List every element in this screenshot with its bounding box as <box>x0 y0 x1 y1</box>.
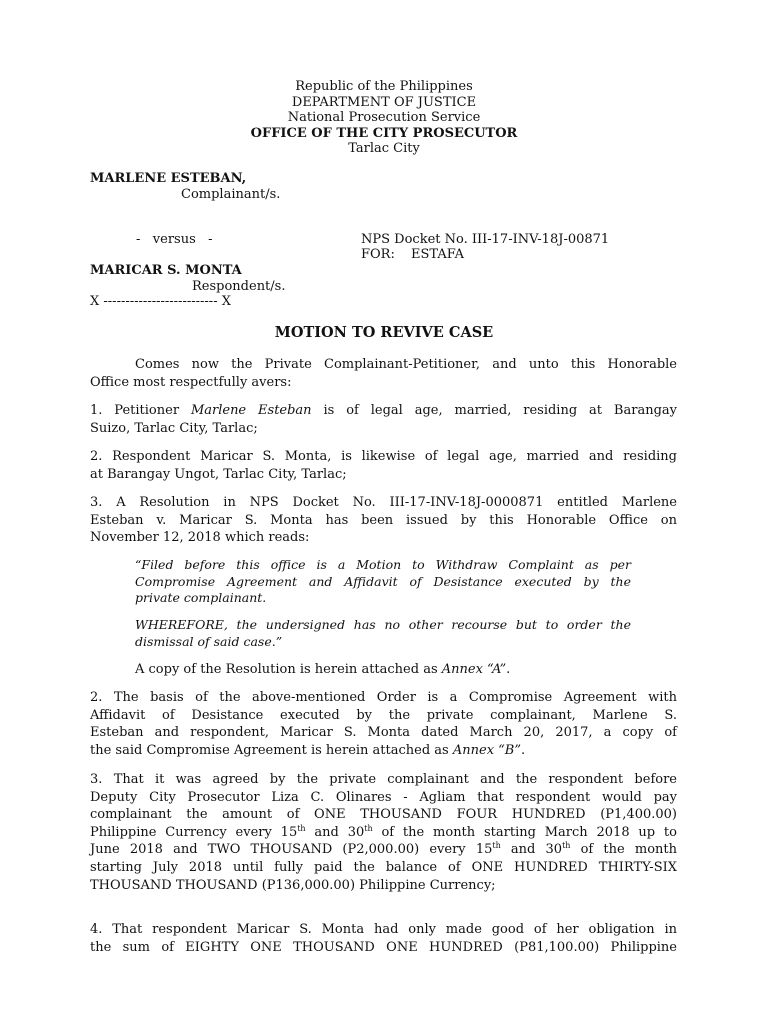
versus-label: - versus - <box>136 232 213 247</box>
text-line: Philippine Currency every 15th and 30th of the month starting March 2018 up to <box>90 823 677 840</box>
respondent-name: MARICAR S. MONTA <box>90 263 242 278</box>
docket-number: NPS Docket No. III-17-INV-18J-00871 <box>361 232 610 247</box>
resolution-quote-1 <box>135 557 631 607</box>
text-line: complainant the amount of ONE THOUSAND FOUR HUNDRED (P1,400.00) <box>90 807 677 823</box>
paragraph-petitioner <box>90 402 677 437</box>
text-line: WHEREFORE, the undersigned has no other recourse but to order the <box>135 617 631 632</box>
text-line: the sum of EIGHTY ONE THOUSAND ONE HUNDRED (P81,100.00) Philippine <box>90 939 677 955</box>
text-line: Office most respectfully avers: <box>90 374 292 390</box>
petitioner-name: Marlene Esteban <box>190 403 312 418</box>
header-city: Tarlac City <box>348 141 420 156</box>
text-line: 4. That respondent Maricar S. Monta had only made good of her obligation in <box>90 922 677 937</box>
case-for-label: FOR: <box>361 247 395 262</box>
text-line: starting July 2018 until fully paid the balance of ONE HUNDRED THIRTY-SIX <box>90 859 677 875</box>
text-line: Affidavit of Desistance executed by the private complainant, Marlene S. <box>90 707 677 723</box>
text-line: November 12, 2018 which reads: <box>90 530 310 546</box>
paragraph-resolution <box>90 494 677 547</box>
text-line: Esteban v. Maricar S. Monta has been issued by this Honorable Office on <box>90 512 677 528</box>
annex-b-label: Annex “B” <box>452 742 522 758</box>
case-offense: ESTAFA <box>411 247 465 262</box>
respondent-role: Respondent/s. <box>192 279 286 294</box>
text-line: dismissal of said case.” <box>135 633 283 649</box>
paragraph-agreement <box>90 771 677 894</box>
document-title: MOTION TO REVIVE CASE <box>274 324 494 341</box>
text-line: Suizo, Tarlac City, Tarlac; <box>90 420 258 436</box>
resolution-quote-2 <box>135 617 631 650</box>
annex-a-line: A copy of the Resolution is herein attached as Annex “A”. <box>135 662 511 677</box>
document-header <box>0 79 768 157</box>
text-line: at Barangay Ungot, Tarlac City, Tarlac; <box>90 466 347 482</box>
text-line: June 2018 and TWO THOUSAND (P2,000.00) every 15th and 30th of the month <box>90 841 677 858</box>
text-line: 2. The basis of the above-mentioned Order is a Compromise Agreement with <box>90 690 677 705</box>
text-line: private complainant. <box>135 590 267 605</box>
complainant-name: MARLENE ESTEBAN, <box>90 171 247 186</box>
header-department: DEPARTMENT OF JUSTICE <box>291 94 477 110</box>
text-line: Esteban and respondent, Maricar S. Monta dated March 20, 2017, a copy of <box>90 725 677 741</box>
text-line: THOUSAND THOUSAND (P136,000.00) Philippine Currency; <box>90 877 496 893</box>
text-line: “Filed before this office is a Motion to Withdraw Complaint as per <box>135 557 631 572</box>
text-line: 3. A Resolution in NPS Docket No. III-17-INV-18J-0000871 entitled Marlene <box>90 495 677 510</box>
header-service: National Prosecution Service <box>287 110 481 125</box>
text-line: 1. Petitioner Marlene Esteban is of legal age, married, residing at Barangay <box>90 403 677 418</box>
paragraph-payment <box>90 921 677 956</box>
header-republic: Republic of the Philippines <box>295 79 473 94</box>
text-line: 3. That it was agreed by the private complainant and the respondent before <box>90 772 677 787</box>
annex-a-label: Annex “A” <box>441 662 507 677</box>
caption-separator: X -------------------------- X <box>90 294 231 309</box>
paragraph-respondent <box>90 448 677 483</box>
text-line: the said Compromise Agreement is herein attached as Annex “B”. <box>90 742 526 758</box>
text-line: Comes now the Private Complainant-Petitioner, and unto this Honorable <box>135 357 677 372</box>
text-line: Deputy City Prosecutor Liza C. Olinares - Agliam that respondent would pay <box>90 789 677 805</box>
text-line: Compromise Agreement and Affidavit of Desistance executed by the <box>135 573 631 589</box>
intro-paragraph <box>90 356 677 391</box>
text-line: 2. Respondent Maricar S. Monta, is likewise of legal age, married and residing <box>90 449 677 464</box>
header-office: OFFICE OF THE CITY PROSECUTOR <box>250 125 518 141</box>
complainant-role: Complainant/s. <box>181 187 281 202</box>
paragraph-basis <box>90 689 677 759</box>
